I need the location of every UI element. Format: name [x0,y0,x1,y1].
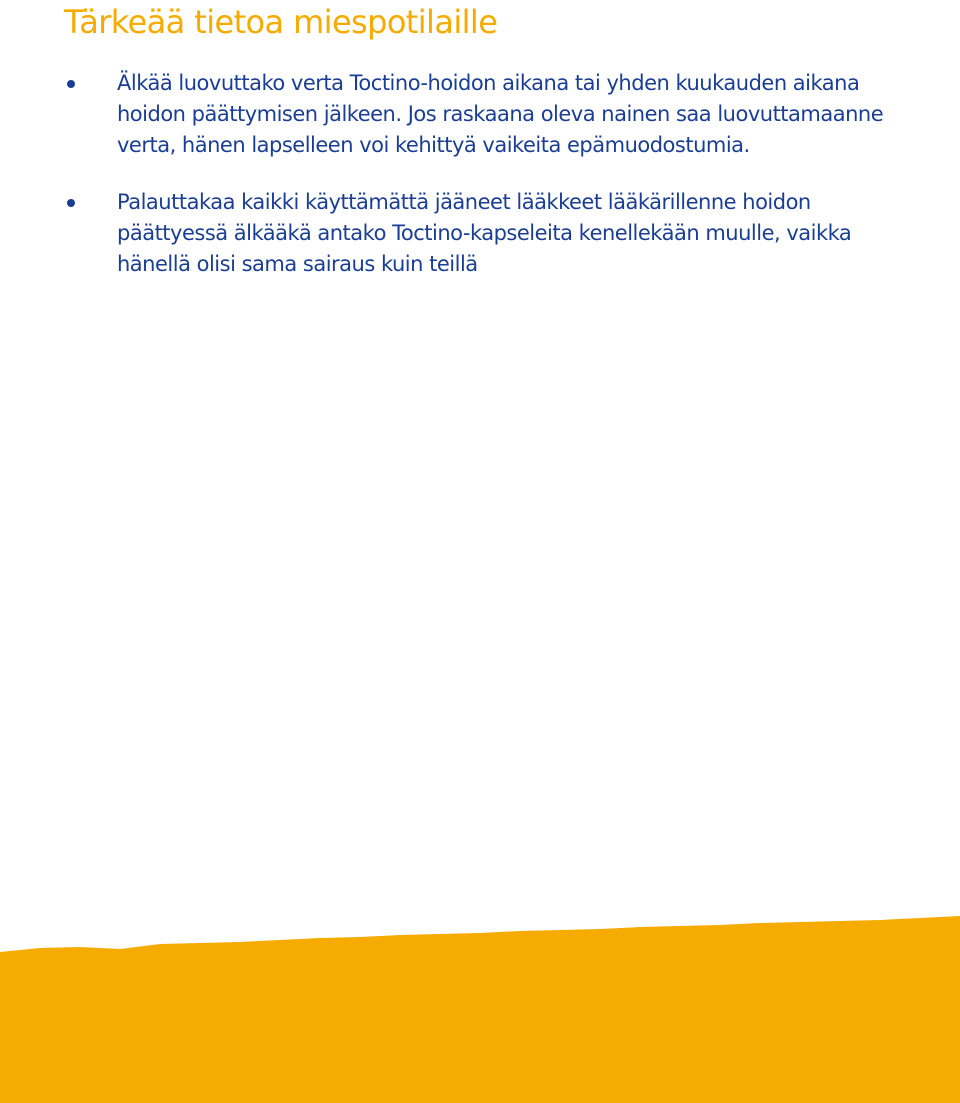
bullet-dot-icon [67,80,75,88]
bullet-text: Palauttakaa kaikki käyttämättä jääneet lääkkeet lääkärillenne hoidon päättyessä älkääkä antako Toctino-kapseleita kenellekään muulle, vaikka hänellä olisi sama sairaus kuin teillä [117,190,852,276]
bullet-dot-icon [67,199,75,207]
bullet-text: Älkää luovuttako verta Toctino-hoidon aikana tai yhden kuukauden aikana hoidon päättymisen jälkeen. Jos raskaana oleva nainen saa luovuttamaanne verta, hänen lapselleen voi kehittyä vaikeita epämuodostumia. [117,71,884,157]
page-title: Tärkeää tietoa miespotilaille [64,3,498,41]
bullet-list [0,68,960,280]
footer-band-shape [0,916,960,1103]
list-item [0,187,960,280]
list-item [0,68,960,161]
decorative-footer-band [0,900,960,1103]
